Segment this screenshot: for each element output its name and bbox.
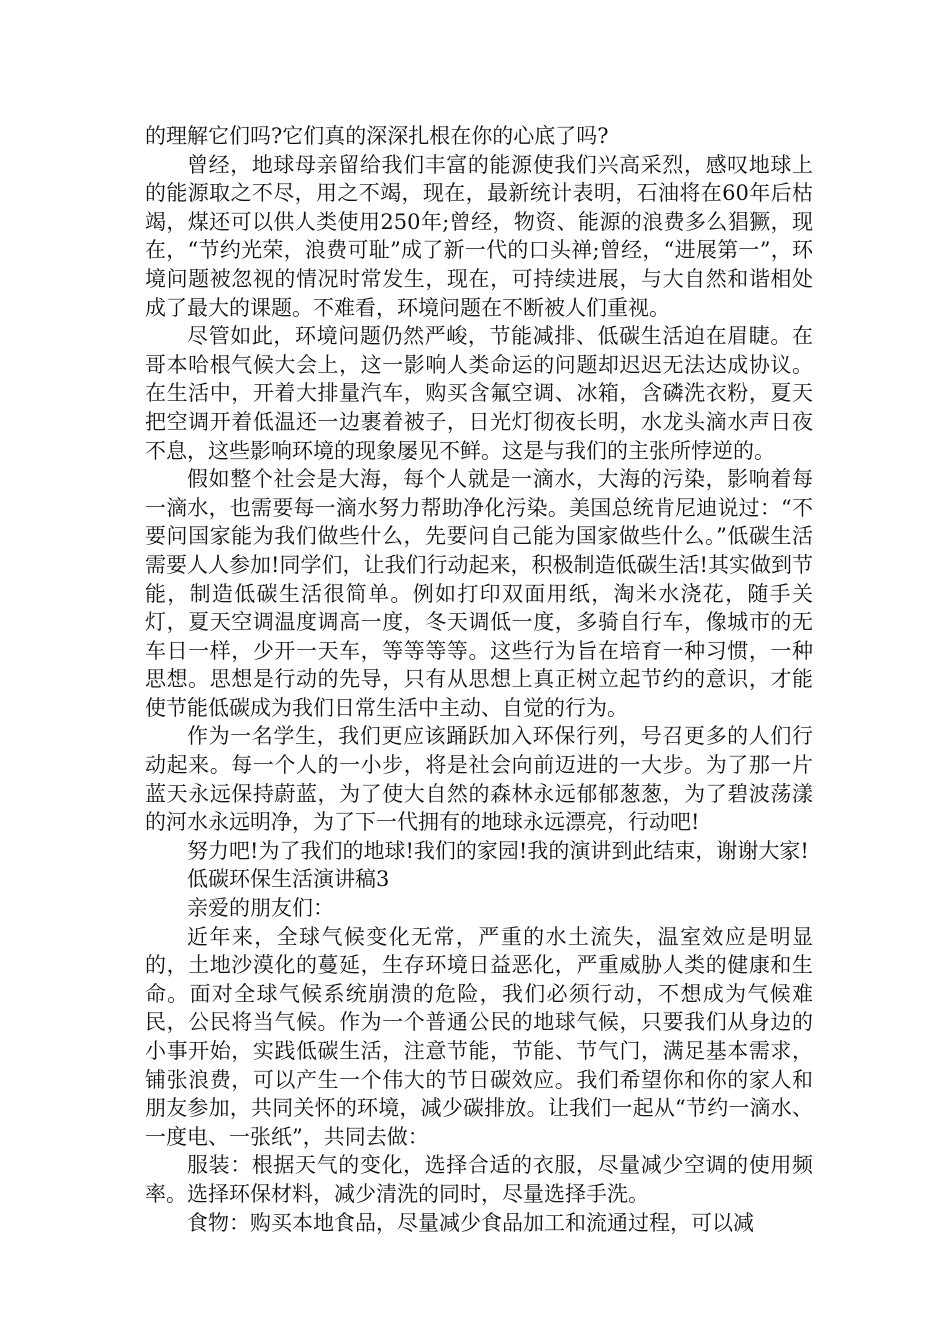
paragraph-environment-severe: 尽管如此，环境问题仍然严峻，节能减排、低碳生活迫在眉睫。在哥本哈根气候大会上，这一影响人类命运的问题却迟迟无法达成协议。在生活中，开着大排量汽车，购买含氟空调、冰箱，含磷洗衣粉，夏天把空调开着低温还一边裹着被子，日光灯彻夜长明，水龙头滴水声日夜不息，这些影响环境的现象屡见不鲜。这是与我们的主张所悖逆的。 [145,324,813,463]
paragraph-student-action: 作为一名学生，我们更应该踊跃加入环保行列，号召更多的人们行动起来。每一个人的一小步，将是社会向前迈进的一大步。为了那一片蓝天永远保持蔚蓝，为了使大自然的森林永远郁郁葱葱，为了碧波荡漾的河水永远明净，为了下一代拥有的地球永远漂亮，行动吧! [145,724,813,835]
paragraph-climate-change: 近年来，全球气候变化无常，严重的水土流失，温室效应是明显的，土地沙漠化的蔓延，生存环境日益恶化，严重威胁人类的健康和生命。面对全球气候系统崩溃的危险，我们必须行动，不想成为气候难民，公民将当气候。作为一个普通公民的地球气候，只要我们从身边的小事开始，实践低碳生活，注意节能，节能、节气门，满足基本需求，铺张浪费，可以产生一个伟大的节日碳效应。我们希望你和你的家人和朋友参加，共同关怀的环境，减少碳排放。让我们一起从“节约一滴水、一度电、一张纸”，共同去做： [145,924,813,1149]
paragraph-ocean-metaphor: 假如整个社会是大海，每个人就是一滴水，大海的污染，影响着每一滴水，也需要每一滴水努力帮助净化污染。美国总统肯尼迪说过：“不要问国家能为我们做些什么，先要问自己能为国家做些什么。”低碳生活需要人人参加!同学们，让我们行动起来，积极制造低碳生活!其实做到节能，制造低碳生活很简单。例如打印双面用纸，淘米水浇花，随手关灯，夏天空调温度调高一度，冬天调低一度，多骑自行车，像城市的无车日一样，少开一天车，等等等等。这些行为旨在培育一种习惯，一种思想。思想是行动的先导，只有从思想上真正树立起节约的意识，才能使节能低碳成为我们日常生活中主动、自觉的行为。 [145,467,813,720]
salutation: 亲爱的朋友们： [187,896,334,921]
paragraph-continuation: 的理解它们吗?它们真的深深扎根在你的心底了吗? [145,124,609,148]
speech-title: 低碳环保生活演讲稿3 [187,867,390,892]
paragraph-closing: 努力吧!为了我们的地球!我们的家园!我的演讲到此结束，谢谢大家! [187,838,809,863]
document-body [145,122,813,1237]
paragraph-energy-history: 曾经，地球母亲留给我们丰富的能源使我们兴高采烈，感叹地球上的能源取之不尽，用之不竭，现在，最新统计表明，石油将在60年后枯竭，煤还可以供人类使用250年;曾经，物资、能源的浪费多么猖獗，现在，“节约光荣，浪费可耻”成了新一代的口头禅;曾经，“进展第一”，环境问题被忽视的情况时常发生，现在，可持续进展，与大自然和谐相处成了最大的课题。不难看，环境问题在不断被人们重视。 [145,152,813,320]
paragraph-clothing: 服装：根据天气的变化，选择合适的衣服，尽量减少空调的使用频率。选择环保材料，减少清洗的同时，尽量选择手洗。 [145,1153,813,1206]
paragraph-food: 食物：购买本地食品，尽量减少食品加工和流通过程，可以减 [187,1210,754,1235]
